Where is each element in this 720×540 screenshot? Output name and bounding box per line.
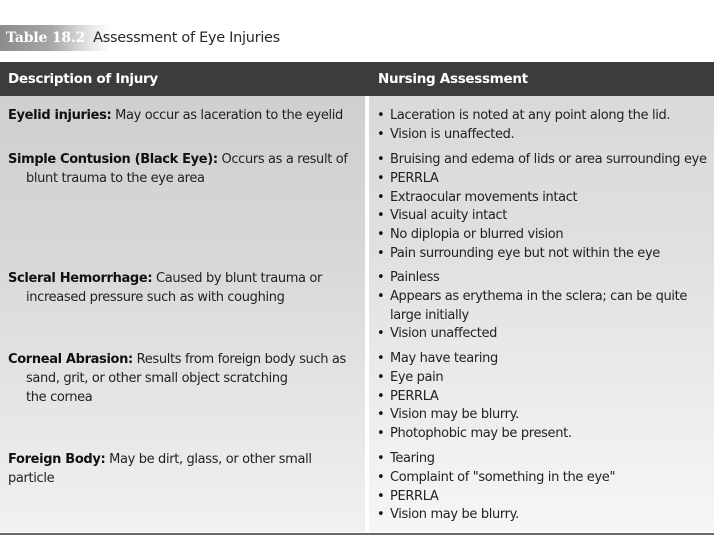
injury-name: Scleral Hemorrhage: xyxy=(8,271,153,286)
table-header xyxy=(0,62,714,96)
assessment-item: • PERRLA xyxy=(377,170,713,189)
injury-description xyxy=(8,269,360,307)
assessment-item: • Vision is unaffected. xyxy=(377,126,713,145)
assessment-item: • Tearing xyxy=(377,450,713,469)
assessment-list xyxy=(377,269,713,344)
injury-name: Eyelid injuries: xyxy=(8,108,112,123)
injury-text: May be dirt, glass, or other small particle xyxy=(8,452,312,486)
injury-name: Corneal Abrasion: xyxy=(8,352,133,367)
assessment-item: • Visual acuity intact xyxy=(377,207,713,226)
assessment-item: • Vision unaffected xyxy=(377,325,713,344)
header-description: Description of Injury xyxy=(8,71,158,87)
assessment-item: • Bruising and edema of lids or area surrounding eye xyxy=(377,151,713,170)
injury-name: Simple Contusion (Black Eye): xyxy=(8,152,218,167)
assessment-item: • Pain surrounding eye but not within the eye xyxy=(377,245,713,264)
injury-text-continued: increased pressure such as with coughing xyxy=(26,290,285,305)
assessment-item: • Appears as erythema in the sclera; can be quite large initially xyxy=(377,288,713,326)
assessment-item: • May have tearing xyxy=(377,350,713,369)
table-title: Assessment of Eye Injuries xyxy=(93,30,280,46)
injury-text-continued: sand, grit, or other small object scratching xyxy=(26,371,288,386)
assessment-item: • Vision may be blurry. xyxy=(377,406,713,425)
header-assessment: Nursing Assessment xyxy=(378,71,528,87)
table-body xyxy=(0,96,714,532)
assessment-item: • PERRLA xyxy=(377,388,713,407)
assessment-item: • No diplopia or blurred vision xyxy=(377,226,713,245)
assessment-item: • Complaint of "something in the eye" xyxy=(377,469,713,488)
injury-text-continued: the cornea xyxy=(26,390,93,405)
injury-description xyxy=(8,450,360,488)
assessment-list xyxy=(377,350,713,444)
injury-description xyxy=(8,106,360,125)
assessment-list xyxy=(377,107,713,145)
assessment-column xyxy=(369,96,714,532)
assessment-item: • Eye pain xyxy=(377,369,713,388)
assessment-item: • Photophobic may be present. xyxy=(377,425,713,444)
assessment-item: • Laceration is noted at any point along the lid. xyxy=(377,107,713,126)
injury-description xyxy=(8,350,360,407)
description-column xyxy=(0,96,365,532)
injury-text: May occur as laceration to the eyelid xyxy=(111,108,343,123)
injury-text: Results from foreign body such as xyxy=(132,352,346,367)
table-bottom-rule xyxy=(0,533,714,535)
table-number: Table 18.2 xyxy=(6,30,86,46)
table-caption xyxy=(0,25,290,51)
injury-text: Occurs as a result of xyxy=(217,152,348,167)
injury-description xyxy=(8,150,360,188)
assessment-item: • Painless xyxy=(377,269,713,288)
assessment-item: • Vision may be blurry. xyxy=(377,506,713,525)
injury-name: Foreign Body: xyxy=(8,452,106,467)
assessment-list xyxy=(377,450,713,525)
assessment-list xyxy=(377,151,713,264)
injury-text-continued: blunt trauma to the eye area xyxy=(26,171,205,186)
injury-text: Caused by blunt trauma or xyxy=(152,271,323,286)
assessment-item: • PERRLA xyxy=(377,488,713,507)
assessment-item: • Extraocular movements intact xyxy=(377,189,713,208)
